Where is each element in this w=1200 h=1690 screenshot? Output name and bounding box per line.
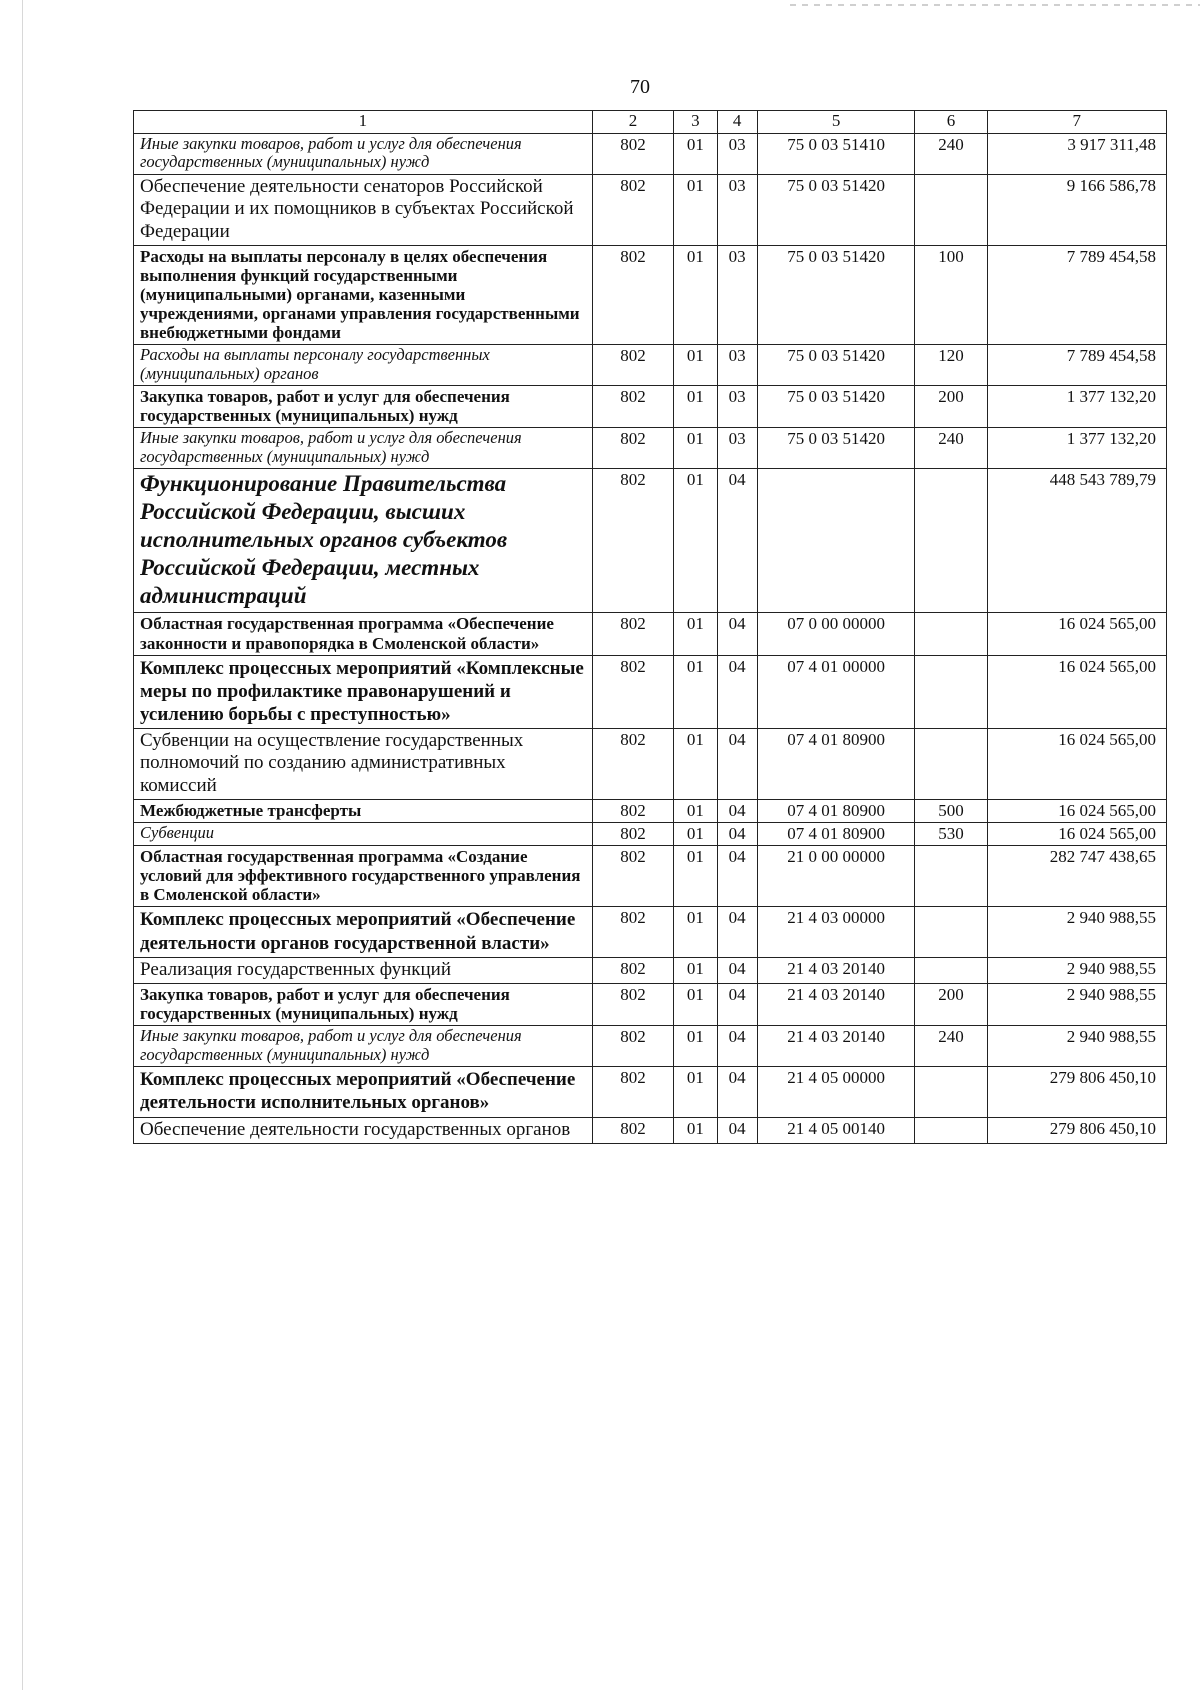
code-expense-type [915,729,987,800]
code-subsection: 04 [717,1067,757,1117]
code-section: 01 [674,174,717,245]
table-row [134,428,1167,469]
code-section: 01 [674,613,717,655]
code-subsection: 03 [717,428,757,469]
code-target-article: 75 0 03 51420 [757,345,915,386]
item-name: Расходы на выплаты персоналу государственных (муниципальных) органов [134,345,593,386]
code-department: 802 [592,984,673,1026]
code-target-article: 21 4 05 00000 [757,1067,915,1117]
amount: 2 940 988,55 [987,1026,1166,1067]
budget-table [133,110,1167,1144]
code-department: 802 [592,1026,673,1067]
item-name: Реализация государственных функций [134,957,593,983]
table-row [134,613,1167,655]
code-section: 01 [674,428,717,469]
code-expense-type [915,907,987,957]
amount: 2 940 988,55 [987,984,1166,1026]
code-expense-type: 240 [915,134,987,175]
code-expense-type [915,846,987,907]
item-name: Функционирование Правительства Российской Федерации, высших исполнительных органов субъектов Российской Федерации, местных администраций [134,469,593,613]
table-row [134,655,1167,729]
code-department: 802 [592,345,673,386]
table-row [134,134,1167,175]
amount: 16 024 565,00 [987,613,1166,655]
code-section: 01 [674,957,717,983]
item-name: Обеспечение деятельности сенаторов Российской Федерации и их помощников в субъектах Российской Федерации [134,174,593,245]
code-department: 802 [592,800,673,823]
code-subsection: 04 [717,729,757,800]
amount: 448 543 789,79 [987,469,1166,613]
page-number: 70 [630,76,650,98]
code-subsection: 04 [717,846,757,907]
amount: 3 917 311,48 [987,134,1166,175]
code-target-article: 75 0 03 51420 [757,428,915,469]
table-row [134,174,1167,245]
code-section: 01 [674,386,717,428]
code-section: 01 [674,984,717,1026]
code-department: 802 [592,469,673,613]
column-header: 6 [915,111,987,134]
table-body [134,134,1167,1144]
amount: 1 377 132,20 [987,428,1166,469]
column-header: 1 [134,111,593,134]
item-name: Иные закупки товаров, работ и услуг для обеспечения государственных (муниципальных) нужд [134,1026,593,1067]
code-expense-type: 500 [915,800,987,823]
code-section: 01 [674,729,717,800]
code-department: 802 [592,613,673,655]
amount: 279 806 450,10 [987,1117,1166,1143]
item-name: Комплекс процессных мероприятий «Обеспечение деятельности органов государственной власти» [134,907,593,957]
code-subsection: 04 [717,1117,757,1143]
amount: 16 024 565,00 [987,800,1166,823]
code-subsection: 03 [717,386,757,428]
code-subsection: 03 [717,246,757,345]
item-name: Расходы на выплаты персоналу в целях обеспечения выполнения функций государственными (муниципальными) органами, казенными учреждениями, органами управления государственными внебюджетными фондами [134,246,593,345]
code-target-article: 07 4 01 00000 [757,655,915,729]
code-expense-type: 100 [915,246,987,345]
item-name: Областная государственная программа «Обеспечение законности и правопорядка в Смоленской области» [134,613,593,655]
code-subsection: 04 [717,469,757,613]
code-target-article: 21 0 00 00000 [757,846,915,907]
code-subsection: 04 [717,1026,757,1067]
amount: 16 024 565,00 [987,655,1166,729]
amount: 7 789 454,58 [987,246,1166,345]
code-expense-type [915,469,987,613]
code-section: 01 [674,655,717,729]
code-target-article: 07 4 01 80900 [757,823,915,846]
amount: 279 806 450,10 [987,1067,1166,1117]
amount: 7 789 454,58 [987,345,1166,386]
code-target-article: 75 0 03 51420 [757,386,915,428]
column-header: 3 [674,111,717,134]
table-row [134,729,1167,800]
code-target-article: 21 4 03 20140 [757,957,915,983]
code-target-article: 75 0 03 51420 [757,174,915,245]
code-target-article: 07 4 01 80900 [757,800,915,823]
item-name: Областная государственная программа «Создание условий для эффективного государственного управления в Смоленской области» [134,846,593,907]
code-department: 802 [592,174,673,245]
code-section: 01 [674,246,717,345]
table-row [134,246,1167,345]
code-target-article: 75 0 03 51410 [757,134,915,175]
code-subsection: 04 [717,957,757,983]
amount: 16 024 565,00 [987,823,1166,846]
item-name: Закупка товаров, работ и услуг для обеспечения государственных (муниципальных) нужд [134,984,593,1026]
table-row [134,345,1167,386]
code-department: 802 [592,134,673,175]
table-row [134,800,1167,823]
code-subsection: 04 [717,800,757,823]
code-department: 802 [592,246,673,345]
code-department: 802 [592,386,673,428]
code-section: 01 [674,469,717,613]
code-subsection: 04 [717,655,757,729]
table-row [134,1026,1167,1067]
code-expense-type [915,1117,987,1143]
amount: 282 747 438,65 [987,846,1166,907]
code-department: 802 [592,1067,673,1117]
code-subsection: 04 [717,823,757,846]
code-section: 01 [674,1067,717,1117]
code-subsection: 03 [717,345,757,386]
column-header: 5 [757,111,915,134]
item-name: Комплекс процессных мероприятий «Обеспечение деятельности исполнительных органов» [134,1067,593,1117]
table-header-row [134,111,1167,134]
item-name: Субвенции [134,823,593,846]
table-row [134,386,1167,428]
table-row [134,1117,1167,1143]
item-name: Межбюджетные трансферты [134,800,593,823]
code-department: 802 [592,655,673,729]
table-row [134,469,1167,613]
code-section: 01 [674,134,717,175]
code-expense-type: 240 [915,1026,987,1067]
code-expense-type [915,655,987,729]
code-department: 802 [592,428,673,469]
code-target-article [757,469,915,613]
table-row [134,823,1167,846]
code-expense-type [915,174,987,245]
item-name: Иные закупки товаров, работ и услуг для обеспечения государственных (муниципальных) нужд [134,134,593,175]
code-department: 802 [592,907,673,957]
code-expense-type [915,957,987,983]
code-department: 802 [592,846,673,907]
table-row [134,907,1167,957]
code-section: 01 [674,907,717,957]
code-subsection: 03 [717,174,757,245]
code-section: 01 [674,1117,717,1143]
code-subsection: 04 [717,907,757,957]
column-header: 7 [987,111,1166,134]
amount: 16 024 565,00 [987,729,1166,800]
code-department: 802 [592,729,673,800]
code-expense-type: 240 [915,428,987,469]
code-department: 802 [592,1117,673,1143]
code-subsection: 04 [717,613,757,655]
scan-edge-line [22,0,23,1690]
code-department: 802 [592,957,673,983]
code-target-article: 21 4 03 00000 [757,907,915,957]
code-target-article: 21 4 05 00140 [757,1117,915,1143]
table-row [134,984,1167,1026]
code-section: 01 [674,800,717,823]
table-row [134,846,1167,907]
amount: 9 166 586,78 [987,174,1166,245]
item-name: Комплекс процессных мероприятий «Комплексные меры по профилактике правонарушений и усилению борьбы с преступностью» [134,655,593,729]
code-expense-type: 530 [915,823,987,846]
item-name: Обеспечение деятельности государственных органов [134,1117,593,1143]
table-row [134,1067,1167,1117]
item-name: Иные закупки товаров, работ и услуг для обеспечения государственных (муниципальных) нужд [134,428,593,469]
amount: 2 940 988,55 [987,907,1166,957]
code-department: 802 [592,823,673,846]
code-target-article: 21 4 03 20140 [757,1026,915,1067]
code-expense-type: 200 [915,386,987,428]
table-row [134,957,1167,983]
code-target-article: 21 4 03 20140 [757,984,915,1026]
code-expense-type [915,613,987,655]
code-target-article: 07 4 01 80900 [757,729,915,800]
code-section: 01 [674,846,717,907]
code-subsection: 03 [717,134,757,175]
code-expense-type: 120 [915,345,987,386]
code-section: 01 [674,1026,717,1067]
code-target-article: 07 0 00 00000 [757,613,915,655]
code-section: 01 [674,823,717,846]
item-name: Закупка товаров, работ и услуг для обеспечения государственных (муниципальных) нужд [134,386,593,428]
amount: 2 940 988,55 [987,957,1166,983]
column-header: 2 [592,111,673,134]
code-section: 01 [674,345,717,386]
code-target-article: 75 0 03 51420 [757,246,915,345]
scan-artifact [790,4,1200,6]
amount: 1 377 132,20 [987,386,1166,428]
column-header: 4 [717,111,757,134]
code-subsection: 04 [717,984,757,1026]
code-expense-type: 200 [915,984,987,1026]
code-expense-type [915,1067,987,1117]
item-name: Субвенции на осуществление государственных полномочий по созданию административных комиссий [134,729,593,800]
